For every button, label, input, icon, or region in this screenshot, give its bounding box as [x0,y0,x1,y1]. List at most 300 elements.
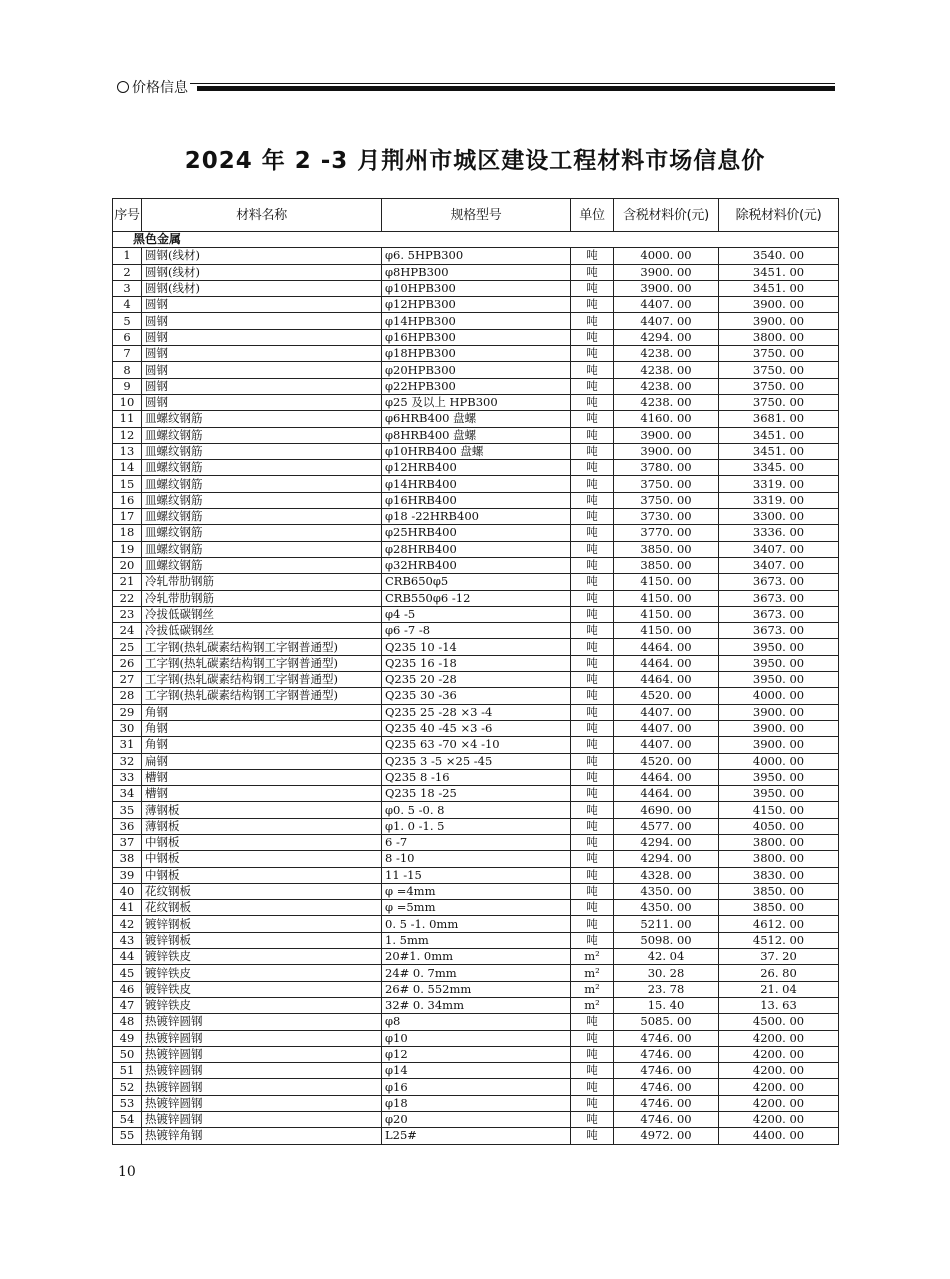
row-seq: 44 [113,949,142,965]
row-price-notax: 3800. 00 [719,851,839,867]
row-seq: 39 [113,867,142,883]
row-price-tax: 4238. 00 [614,346,719,362]
row-material-name: 槽钢 [142,786,382,802]
row-material-name: 圆钢 [142,362,382,378]
row-spec: φ20 [382,1112,571,1128]
row-seq: 25 [113,639,142,655]
row-spec: φ8 [382,1014,571,1030]
row-material-name: 镀锌铁皮 [142,949,382,965]
price-table-header [113,199,839,232]
row-spec: φ14HPB300 [382,313,571,329]
row-seq: 52 [113,1079,142,1095]
row-seq: 46 [113,981,142,997]
row-price-notax: 3950. 00 [719,672,839,688]
row-material-name: 花纹钢板 [142,883,382,899]
row-price-tax: 4746. 00 [614,1112,719,1128]
category-label: 黑色金属 [113,232,839,248]
row-material-name: 皿螺纹钢筋 [142,476,382,492]
row-material-name: 工字钢(热轧碳素结构钢工字钢普通型) [142,655,382,671]
row-price-tax: 4150. 00 [614,623,719,639]
table-row [113,411,839,427]
row-price-notax: 4612. 00 [719,916,839,932]
col-header-unit: 单位 [571,199,614,232]
header-thick-rule [197,86,835,91]
row-material-name: 圆钢 [142,346,382,362]
table-row [113,867,839,883]
row-spec: Q235 10 -14 [382,639,571,655]
row-seq: 11 [113,411,142,427]
table-row [113,297,839,313]
table-row [113,280,839,296]
row-price-tax: 4407. 00 [614,297,719,313]
price-table-body [113,232,839,1145]
row-unit: 吨 [571,297,614,313]
table-row [113,997,839,1013]
row-price-notax: 3850. 00 [719,900,839,916]
row-unit: 吨 [571,1014,614,1030]
row-seq: 10 [113,394,142,410]
row-price-tax: 4294. 00 [614,834,719,850]
row-seq: 53 [113,1095,142,1111]
row-spec: 8 -10 [382,851,571,867]
row-seq: 26 [113,655,142,671]
page-header [117,78,835,98]
table-row [113,883,839,899]
row-price-notax: 3319. 00 [719,492,839,508]
table-row [113,1046,839,1062]
row-material-name: 圆钢(线材) [142,248,382,264]
row-spec: φ18HPB300 [382,346,571,362]
row-seq: 15 [113,476,142,492]
row-unit: 吨 [571,1095,614,1111]
table-row [113,916,839,932]
row-unit: 吨 [571,606,614,622]
row-spec: φ16 [382,1079,571,1095]
table-row [113,248,839,264]
row-price-notax: 3750. 00 [719,378,839,394]
row-seq: 29 [113,704,142,720]
row-spec: φ12HPB300 [382,297,571,313]
table-row [113,932,839,948]
row-seq: 2 [113,264,142,280]
row-material-name: 皿螺纹钢筋 [142,525,382,541]
row-spec: φ8HRB400 盘螺 [382,427,571,443]
row-unit: 吨 [571,623,614,639]
row-unit: 吨 [571,329,614,345]
row-price-notax: 3750. 00 [719,346,839,362]
row-price-notax: 3451. 00 [719,443,839,459]
row-price-tax: 4464. 00 [614,672,719,688]
row-material-name: 皿螺纹钢筋 [142,427,382,443]
row-material-name: 圆钢 [142,297,382,313]
row-price-notax: 13. 63 [719,997,839,1013]
row-material-name: 热镀锌圆钢 [142,1095,382,1111]
row-price-notax: 3850. 00 [719,883,839,899]
row-material-name: 薄钢板 [142,818,382,834]
table-row [113,378,839,394]
row-unit: 吨 [571,769,614,785]
row-spec: Q235 18 -25 [382,786,571,802]
row-unit: 吨 [571,900,614,916]
row-price-notax: 4200. 00 [719,1112,839,1128]
row-price-notax: 3300. 00 [719,509,839,525]
row-material-name: 工字钢(热轧碳素结构钢工字钢普通型) [142,672,382,688]
table-row [113,427,839,443]
table-row [113,460,839,476]
row-spec: φ25HRB400 [382,525,571,541]
row-unit: 吨 [571,394,614,410]
row-seq: 12 [113,427,142,443]
row-unit: 吨 [571,362,614,378]
row-material-name: 皿螺纹钢筋 [142,541,382,557]
row-price-tax: 4294. 00 [614,851,719,867]
row-material-name: 热镀锌圆钢 [142,1014,382,1030]
row-price-notax: 3673. 00 [719,574,839,590]
col-header-price-tax: 含税材料价(元) [614,199,719,232]
row-price-tax: 4520. 00 [614,753,719,769]
col-header-price-notax: 除税材料价(元) [719,199,839,232]
row-price-tax: 4407. 00 [614,737,719,753]
row-spec: Q235 3 -5 ×25 -45 [382,753,571,769]
row-price-notax: 4050. 00 [719,818,839,834]
row-price-tax: 4150. 00 [614,606,719,622]
row-material-name: 镀锌钢板 [142,916,382,932]
row-price-notax: 4512. 00 [719,932,839,948]
row-spec: Q235 8 -16 [382,769,571,785]
row-seq: 9 [113,378,142,394]
row-unit: 吨 [571,557,614,573]
row-unit: m² [571,981,614,997]
price-table [112,198,839,1145]
row-material-name: 工字钢(热轧碳素结构钢工字钢普通型) [142,639,382,655]
table-row [113,704,839,720]
row-price-tax: 23. 78 [614,981,719,997]
table-row [113,623,839,639]
table-row [113,590,839,606]
row-price-tax: 3900. 00 [614,427,719,443]
row-price-notax: 3319. 00 [719,476,839,492]
row-price-notax: 4500. 00 [719,1014,839,1030]
row-spec: φ10HRB400 盘螺 [382,443,571,459]
category-row [113,232,839,248]
row-spec: Q235 40 -45 ×3 -6 [382,720,571,736]
table-row [113,900,839,916]
table-row [113,834,839,850]
col-header-spec: 规格型号 [382,199,571,232]
row-seq: 8 [113,362,142,378]
table-row [113,329,839,345]
row-price-notax: 4150. 00 [719,802,839,818]
row-material-name: 冷拔低碳钢丝 [142,623,382,639]
row-unit: m² [571,965,614,981]
row-spec: L25# [382,1128,571,1144]
row-unit: 吨 [571,753,614,769]
row-unit: 吨 [571,541,614,557]
row-seq: 35 [113,802,142,818]
row-price-tax: 3900. 00 [614,280,719,296]
table-row [113,443,839,459]
row-spec: φ14 [382,1063,571,1079]
table-row [113,541,839,557]
row-spec: φ22HPB300 [382,378,571,394]
row-seq: 41 [113,900,142,916]
row-price-notax: 26. 80 [719,965,839,981]
row-unit: 吨 [571,574,614,590]
row-spec: φ20HPB300 [382,362,571,378]
row-seq: 32 [113,753,142,769]
row-material-name: 角钢 [142,737,382,753]
row-seq: 34 [113,786,142,802]
table-row [113,655,839,671]
section-label-text: 价格信息 [132,80,188,96]
row-price-tax: 3900. 00 [614,264,719,280]
row-price-notax: 3540. 00 [719,248,839,264]
row-seq: 42 [113,916,142,932]
row-spec: φ10 [382,1030,571,1046]
row-spec: CRB650φ5 [382,574,571,590]
row-unit: 吨 [571,867,614,883]
row-price-notax: 3673. 00 [719,623,839,639]
row-price-tax: 30. 28 [614,965,719,981]
row-seq: 55 [113,1128,142,1144]
table-row [113,606,839,622]
row-unit: 吨 [571,916,614,932]
table-row [113,1095,839,1111]
col-header-name: 材料名称 [142,199,382,232]
row-spec: φ28HRB400 [382,541,571,557]
row-spec: φ =4mm [382,883,571,899]
row-price-tax: 4746. 00 [614,1030,719,1046]
row-price-tax: 4350. 00 [614,883,719,899]
row-spec: Q235 16 -18 [382,655,571,671]
row-unit: m² [571,997,614,1013]
row-material-name: 冷轧带肋钢筋 [142,590,382,606]
row-seq: 31 [113,737,142,753]
row-material-name: 皿螺纹钢筋 [142,460,382,476]
row-price-notax: 3681. 00 [719,411,839,427]
row-unit: 吨 [571,411,614,427]
row-seq: 48 [113,1014,142,1030]
row-spec: 0. 5 -1. 0mm [382,916,571,932]
row-material-name: 圆钢 [142,394,382,410]
row-spec: Q235 63 -70 ×4 -10 [382,737,571,753]
row-spec: φ1. 0 -1. 5 [382,818,571,834]
row-unit: 吨 [571,688,614,704]
row-price-notax: 3673. 00 [719,606,839,622]
table-row [113,574,839,590]
row-spec: φ18 -22HRB400 [382,509,571,525]
row-seq: 17 [113,509,142,525]
row-price-notax: 3750. 00 [719,362,839,378]
row-price-notax: 4200. 00 [719,1063,839,1079]
row-price-tax: 4577. 00 [614,818,719,834]
row-price-tax: 4407. 00 [614,704,719,720]
table-row [113,1112,839,1128]
row-price-notax: 3451. 00 [719,264,839,280]
row-material-name: 角钢 [142,720,382,736]
row-material-name: 工字钢(热轧碳素结构钢工字钢普通型) [142,688,382,704]
row-spec: φ4 -5 [382,606,571,622]
row-seq: 21 [113,574,142,590]
row-seq: 54 [113,1112,142,1128]
row-spec: 20#1. 0mm [382,949,571,965]
row-spec: 6 -7 [382,834,571,850]
row-price-notax: 3950. 00 [719,655,839,671]
row-price-tax: 4238. 00 [614,394,719,410]
row-seq: 36 [113,818,142,834]
row-price-tax: 5098. 00 [614,932,719,948]
table-row [113,264,839,280]
table-row [113,965,839,981]
table-row [113,1014,839,1030]
row-price-notax: 4200. 00 [719,1079,839,1095]
table-row [113,1128,839,1144]
row-seq: 4 [113,297,142,313]
row-unit: 吨 [571,851,614,867]
row-seq: 6 [113,329,142,345]
header-row [113,199,839,232]
table-row [113,525,839,541]
row-material-name: 热镀锌圆钢 [142,1079,382,1095]
row-price-tax: 4238. 00 [614,362,719,378]
header-thin-rule [117,83,835,84]
row-price-notax: 3900. 00 [719,737,839,753]
table-row [113,949,839,965]
table-row [113,346,839,362]
row-spec: φ =5mm [382,900,571,916]
row-unit: 吨 [571,525,614,541]
row-seq: 50 [113,1046,142,1062]
row-price-tax: 4150. 00 [614,574,719,590]
row-price-tax: 4407. 00 [614,313,719,329]
row-unit: 吨 [571,1079,614,1095]
row-seq: 16 [113,492,142,508]
row-seq: 51 [113,1063,142,1079]
table-row [113,639,839,655]
row-price-notax: 3345. 00 [719,460,839,476]
row-price-notax: 3800. 00 [719,834,839,850]
row-spec: φ12HRB400 [382,460,571,476]
row-unit: 吨 [571,427,614,443]
row-price-tax: 4746. 00 [614,1095,719,1111]
table-row [113,769,839,785]
row-price-tax: 4328. 00 [614,867,719,883]
row-price-notax: 3673. 00 [719,590,839,606]
row-spec: CRB550φ6 -12 [382,590,571,606]
table-row [113,851,839,867]
row-material-name: 圆钢 [142,378,382,394]
row-seq: 37 [113,834,142,850]
row-unit: 吨 [571,1063,614,1079]
row-unit: 吨 [571,248,614,264]
row-price-notax: 3900. 00 [719,313,839,329]
table-row [113,492,839,508]
row-spec: φ14HRB400 [382,476,571,492]
row-unit: 吨 [571,476,614,492]
row-material-name: 皿螺纹钢筋 [142,557,382,573]
row-spec: 24# 0. 7mm [382,965,571,981]
row-spec: Q235 20 -28 [382,672,571,688]
row-material-name: 圆钢(线材) [142,280,382,296]
row-price-tax: 4464. 00 [614,786,719,802]
row-price-notax: 4200. 00 [719,1095,839,1111]
table-row [113,818,839,834]
row-price-tax: 4972. 00 [614,1128,719,1144]
row-material-name: 热镀锌圆钢 [142,1046,382,1062]
row-material-name: 热镀锌角钢 [142,1128,382,1144]
row-spec: φ6HRB400 盘螺 [382,411,571,427]
table-row [113,509,839,525]
row-material-name: 圆钢(线材) [142,264,382,280]
row-spec: φ10HPB300 [382,280,571,296]
row-seq: 20 [113,557,142,573]
row-material-name: 皿螺纹钢筋 [142,411,382,427]
row-material-name: 圆钢 [142,313,382,329]
row-spec: φ12 [382,1046,571,1062]
row-price-tax: 4746. 00 [614,1079,719,1095]
row-spec: Q235 30 -36 [382,688,571,704]
row-seq: 22 [113,590,142,606]
table-row [113,688,839,704]
row-price-tax: 3900. 00 [614,443,719,459]
row-seq: 38 [113,851,142,867]
row-price-tax: 4690. 00 [614,802,719,818]
row-price-tax: 4407. 00 [614,720,719,736]
row-spec: 1. 5mm [382,932,571,948]
row-price-tax: 3750. 00 [614,492,719,508]
row-price-tax: 3730. 00 [614,509,719,525]
row-seq: 40 [113,883,142,899]
row-price-tax: 4520. 00 [614,688,719,704]
row-material-name: 冷拔低碳钢丝 [142,606,382,622]
row-seq: 45 [113,965,142,981]
row-unit: 吨 [571,786,614,802]
row-unit: 吨 [571,346,614,362]
row-seq: 47 [113,997,142,1013]
row-unit: 吨 [571,655,614,671]
row-price-notax: 3950. 00 [719,786,839,802]
row-price-notax: 4200. 00 [719,1030,839,1046]
row-price-notax: 3900. 00 [719,720,839,736]
row-seq: 14 [113,460,142,476]
table-row [113,753,839,769]
row-spec: φ6. 5HPB300 [382,248,571,264]
row-seq: 33 [113,769,142,785]
row-material-name: 中钢板 [142,851,382,867]
section-label [117,78,190,98]
row-price-notax: 3900. 00 [719,704,839,720]
table-row [113,557,839,573]
row-price-notax: 21. 04 [719,981,839,997]
row-spec: 32# 0. 34mm [382,997,571,1013]
row-material-name: 热镀锌圆钢 [142,1112,382,1128]
row-price-notax: 3800. 00 [719,329,839,345]
row-material-name: 皿螺纹钢筋 [142,509,382,525]
row-price-tax: 15. 40 [614,997,719,1013]
row-seq: 27 [113,672,142,688]
col-header-seq: 序号 [113,199,142,232]
table-row [113,1079,839,1095]
row-unit: 吨 [571,639,614,655]
row-spec: Q235 25 -28 ×3 -4 [382,704,571,720]
circle-icon [117,81,129,93]
row-seq: 19 [113,541,142,557]
row-spec: φ8HPB300 [382,264,571,280]
row-material-name: 镀锌铁皮 [142,981,382,997]
table-row [113,394,839,410]
row-spec: φ6 -7 -8 [382,623,571,639]
table-row [113,786,839,802]
